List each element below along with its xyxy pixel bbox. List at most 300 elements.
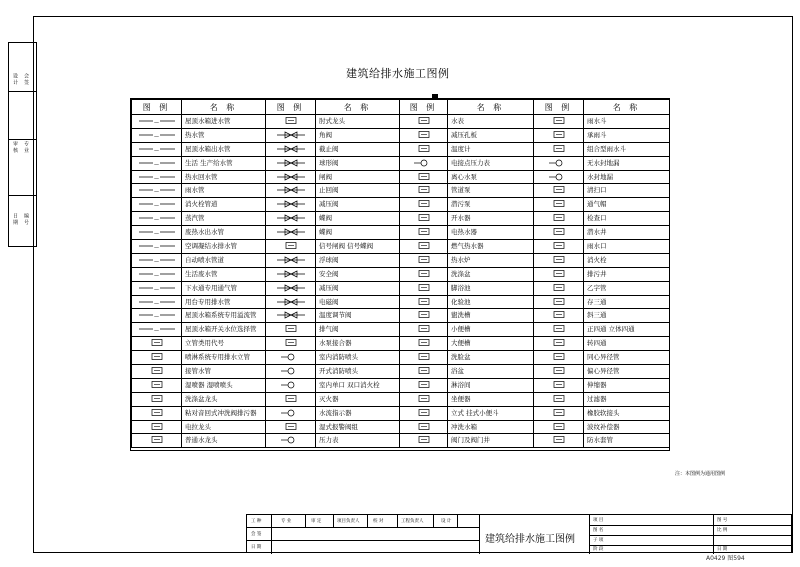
legend-name-cell: 开水器: [448, 212, 534, 226]
legend-row: [132, 420, 670, 434]
legend-name-cell: 离心水泵: [448, 170, 534, 184]
tb-label: 图 名: [593, 528, 604, 533]
tee2-icon: [539, 310, 579, 319]
urinal-icon: [404, 324, 444, 333]
legend-symbol-cell: [534, 170, 584, 184]
legend-row: [132, 226, 670, 240]
legend-symbol-cell: [534, 406, 584, 420]
legend-symbol-cell: [266, 351, 316, 365]
legend-name-cell: 减压阀: [316, 198, 400, 212]
strip-label: 审 核: [12, 141, 18, 153]
legend-name-cell: 波纹补偿器: [584, 420, 670, 434]
legend-name-cell: 闸阀: [316, 170, 400, 184]
tb-label: 专 业: [281, 519, 292, 524]
legend-name-cell: 湿喷器 湿喷喷头: [182, 378, 266, 392]
legend-symbol-cell: [534, 253, 584, 267]
line-z-icon: [137, 255, 177, 264]
legend-symbol-cell: [132, 323, 182, 337]
legend-symbol-cell: [400, 170, 448, 184]
tb-label: 审 定: [311, 519, 322, 524]
legend-name-cell: 淋浴间: [448, 378, 534, 392]
legend-symbol-cell: [266, 365, 316, 379]
svg-text:—: —: [153, 258, 159, 264]
legend-symbol-cell: [132, 212, 182, 226]
fire1-icon: [271, 352, 311, 361]
legend-symbol-cell: [400, 128, 448, 142]
header-symbol: 图 例: [534, 100, 584, 115]
line-w-icon: [137, 213, 177, 222]
hood-icon: [539, 144, 579, 153]
box-icon: [404, 116, 444, 125]
legend-symbol-cell: [534, 434, 584, 448]
valve-butterfly-icon: [271, 213, 311, 222]
trough-icon: [404, 310, 444, 319]
line-yt-icon: [137, 297, 177, 306]
legend-name-cell: 冲洗水箱: [448, 420, 534, 434]
legend-symbol-cell: [400, 323, 448, 337]
legend-name-cell: 蝶阀: [316, 226, 400, 240]
pool-icon: [404, 283, 444, 292]
gauge-icon: [271, 435, 311, 444]
legend-name-cell: 立管类用代号: [182, 337, 266, 351]
legend-symbol-cell: [534, 142, 584, 156]
line-rh-icon: [137, 172, 177, 181]
strip-cell: [9, 91, 36, 140]
legend-row: [132, 253, 670, 267]
sprinkler-icon: [137, 352, 177, 361]
legend-name-cell: 屋顶水箱开关水位选择管: [182, 323, 266, 337]
legend-name-cell: 压力表: [316, 434, 400, 448]
legend-symbol-cell: [132, 434, 182, 448]
alarm2-icon: [271, 422, 311, 431]
legend-name-cell: 潜水井: [584, 226, 670, 240]
legend-name-cell: 接管水管: [182, 365, 266, 379]
valve-ball-icon: [271, 158, 311, 167]
legend-name-cell: 同心异径管: [584, 351, 670, 365]
legend-name-cell: 坐便器: [448, 392, 534, 406]
cross-icon: [539, 324, 579, 333]
legend-symbol-cell: [534, 295, 584, 309]
tb-label: 工 种: [251, 519, 262, 524]
valve-relief-icon: [271, 199, 311, 208]
line-q-icon: [137, 227, 177, 236]
door-icon: [404, 435, 444, 444]
legend-symbol-cell: [266, 323, 316, 337]
legend-symbol-cell: [400, 351, 448, 365]
tb-label: 项目负责人: [337, 519, 360, 524]
hose-icon: [137, 422, 177, 431]
legend-name-cell: 肘式龙头: [316, 115, 400, 129]
legend-name-cell: 化验池: [448, 295, 534, 309]
legend-name-cell: 安全阀: [316, 267, 400, 281]
tank-icon: [404, 422, 444, 431]
legend-name-cell: 管道泵: [448, 184, 534, 198]
legend-name-cell: 蝶阀: [316, 212, 400, 226]
legend-symbol-cell: [534, 240, 584, 254]
svg-text:—: —: [153, 327, 159, 334]
legend-symbol-cell: [266, 142, 316, 156]
legend-name-cell: 减压阀: [316, 281, 400, 295]
drawing-title: 建筑给排水施工图例: [346, 67, 450, 80]
svg-text:—: —: [153, 244, 159, 250]
legend-name-cell: 电磁阀: [316, 295, 400, 309]
legend-grid: [131, 99, 670, 448]
legend-symbol-cell: [132, 281, 182, 295]
line-p-icon: [137, 241, 177, 250]
legend-name-cell: 自动喷水管道: [182, 253, 266, 267]
legend-name-cell: 用台专用排水管: [182, 295, 266, 309]
legend-row: [132, 156, 670, 170]
legend-symbol-cell: [266, 337, 316, 351]
legend-name-cell: 盥洗槽: [448, 309, 534, 323]
legend-name-cell: 截止阀: [316, 142, 400, 156]
soft-icon: [539, 408, 579, 417]
title-block: [246, 514, 792, 553]
legend-name-cell: 粘对音回式冲洗阀排污器: [182, 406, 266, 420]
legend-name-cell: 角阀: [316, 128, 400, 142]
legend-header-row: [132, 100, 670, 115]
legend-symbol-cell: [400, 309, 448, 323]
legend-name-cell: 橡胶软接头: [584, 406, 670, 420]
heater-icon: [404, 227, 444, 236]
tub-icon: [404, 338, 444, 347]
legend-name-cell: 洗脸盆: [448, 351, 534, 365]
legend-symbol-cell: [400, 226, 448, 240]
legend-symbol-cell: [266, 295, 316, 309]
legend-row: [132, 184, 670, 198]
legend-symbol-cell: [400, 240, 448, 254]
legend-symbol-cell: [266, 128, 316, 142]
header-symbol: 图 例: [400, 100, 448, 115]
header-symbol: 图 例: [132, 100, 182, 115]
legend-symbol-cell: [266, 267, 316, 281]
tb-label: 日 期: [717, 547, 728, 552]
legend-row: [132, 351, 670, 365]
valve-stop-icon: [271, 185, 311, 194]
legend-symbol-cell: [534, 392, 584, 406]
legend-name-cell: 下水通专用通气管: [182, 281, 266, 295]
legend-symbol-cell: [132, 156, 182, 170]
valve-gate-icon: [271, 172, 311, 181]
flex-icon: [539, 380, 579, 389]
legend-symbol-cell: [534, 115, 584, 129]
legend-name-cell: 排气阀: [316, 323, 400, 337]
tb-label: 会 签: [251, 532, 262, 537]
legend-name-cell: 伸缩器: [584, 378, 670, 392]
legend-symbol-cell: [400, 198, 448, 212]
legend-name-cell: 乙字管: [584, 281, 670, 295]
legend-symbol-cell: [400, 295, 448, 309]
legend-row: [132, 267, 670, 281]
roof2-icon: [539, 130, 579, 139]
legend-symbol-cell: [266, 309, 316, 323]
svg-text:—: —: [153, 202, 159, 209]
legend-name-cell: 湿式报警阀组: [316, 420, 400, 434]
legend-name-cell: 温度调节阀: [316, 309, 400, 323]
tb-label: 设 计: [441, 519, 452, 524]
legend-symbol-cell: [266, 406, 316, 420]
tb-label: 校 对: [373, 519, 384, 524]
legend-name-cell: 屋顶水箱进水管: [182, 115, 266, 129]
legend-name-cell: 无水封地漏: [584, 156, 670, 170]
tb-label: 工程负责人: [401, 519, 424, 524]
legend-symbol-cell: [132, 170, 182, 184]
legend-name-cell: 止回阀: [316, 184, 400, 198]
check-icon: [539, 213, 579, 222]
sprinkler2-icon: [137, 366, 177, 375]
ext-icon: [271, 394, 311, 403]
pit-icon: [539, 269, 579, 278]
press-icon: [271, 283, 311, 292]
legend-symbol-cell: [400, 281, 448, 295]
legend-name-cell: 偏心异径管: [584, 365, 670, 379]
legend-symbol-cell: [534, 420, 584, 434]
trap-icon: [539, 283, 579, 292]
legend-name-cell: 屋顶水箱系统专用溢流管: [182, 309, 266, 323]
legend-symbol-cell: [266, 434, 316, 448]
legend-symbol-cell: [132, 253, 182, 267]
wash-icon: [404, 352, 444, 361]
legend-row: [132, 281, 670, 295]
line-d-icon: [137, 310, 177, 319]
heater2-icon: [404, 255, 444, 264]
legend-row: [132, 240, 670, 254]
legend-symbol-cell: [266, 281, 316, 295]
legend-name-cell: 灭火器: [316, 392, 400, 406]
sleeve-icon: [539, 435, 579, 444]
legend-name-cell: 洗涤盆: [448, 267, 534, 281]
fire3-icon: [271, 380, 311, 389]
legend-name-cell: 球形阀: [316, 156, 400, 170]
line-s-icon: [137, 158, 177, 167]
valve-plug-icon: [271, 227, 311, 236]
legend-symbol-cell: [534, 184, 584, 198]
legend-name-cell: 斜三通: [584, 309, 670, 323]
legend-name-cell: 废热水出水管: [182, 226, 266, 240]
line-j-icon: [137, 116, 177, 125]
legend-symbol-cell: [266, 212, 316, 226]
float-icon: [271, 255, 311, 264]
gas-icon: [404, 241, 444, 250]
valve-angle-icon: [271, 130, 311, 139]
legend-name-cell: 转四通: [584, 337, 670, 351]
legend-symbol-cell: [400, 392, 448, 406]
tap-icon: [137, 435, 177, 444]
vent-icon: [539, 199, 579, 208]
svg-text:—: —: [153, 147, 159, 153]
line-x-icon: [137, 199, 177, 208]
header-name: 名 称: [584, 100, 670, 115]
legend-symbol-cell: [132, 142, 182, 156]
legend-symbol-cell: [400, 253, 448, 267]
legend-symbol-cell: [534, 378, 584, 392]
pump3-icon: [404, 185, 444, 194]
legend-name-cell: 空调凝结水排水管: [182, 240, 266, 254]
legend-name-cell: 水封地漏: [584, 170, 670, 184]
legend-symbol-cell: [266, 156, 316, 170]
legend-row: [132, 115, 670, 129]
electro-icon: [271, 297, 311, 306]
legend-row: [132, 142, 670, 156]
legend-symbol-cell: [132, 351, 182, 365]
svg-text:—: —: [153, 216, 159, 223]
clean-icon: [539, 185, 579, 194]
strip-label: 专 业: [23, 141, 29, 153]
shower-icon: [404, 380, 444, 389]
pg-icon: [404, 158, 444, 167]
tb-label: 日 期: [251, 545, 262, 550]
toilet-icon: [404, 394, 444, 403]
legend-name-cell: 浴盆: [448, 365, 534, 379]
legend-name-cell: 清扫口: [584, 184, 670, 198]
sump-icon: [539, 227, 579, 236]
legend-symbol-cell: [400, 434, 448, 448]
water-icon: [404, 213, 444, 222]
fire2-icon: [271, 366, 311, 375]
legend-name-cell: 电热水器: [448, 226, 534, 240]
roof-icon: [539, 116, 579, 125]
bath-icon: [137, 394, 177, 403]
tb-label: 阶 段: [593, 547, 604, 552]
header-name: 名 称: [182, 100, 266, 115]
legend-name-cell: 组合型雨水斗: [584, 142, 670, 156]
urinal2-icon: [404, 408, 444, 417]
legend-name-cell: 正四通 立体四通: [584, 323, 670, 337]
floor-icon: [539, 158, 579, 167]
legend-symbol-cell: [266, 226, 316, 240]
bath2-icon: [404, 366, 444, 375]
legend-symbol-cell: [132, 198, 182, 212]
filter-icon: [539, 394, 579, 403]
pump-icon: [271, 338, 311, 347]
legend-row: [132, 337, 670, 351]
legend-symbol-cell: [534, 198, 584, 212]
legend-symbol-cell: [534, 226, 584, 240]
legend-symbol-cell: [400, 267, 448, 281]
legend-symbol-cell: [534, 267, 584, 281]
legend-name-cell: 室内消防喷头: [316, 351, 400, 365]
tap2-icon: [271, 116, 311, 125]
svg-text:—: —: [153, 133, 159, 139]
bidet-icon: [137, 408, 177, 417]
legend-name-cell: 小便槽: [448, 323, 534, 337]
legend-name-cell: 热水回水管: [182, 170, 266, 184]
svg-text:—: —: [153, 313, 159, 320]
legend-name-cell: 脚浴池: [448, 281, 534, 295]
legend-name-cell: 消火栓管道: [182, 198, 266, 212]
legend-symbol-cell: [132, 406, 182, 420]
legend-name-cell: 通气帽: [584, 198, 670, 212]
legend-symbol-cell: [266, 115, 316, 129]
sheet-code: A0429 图594: [706, 555, 745, 562]
legend-symbol-cell: [400, 365, 448, 379]
legend-symbol-cell: [400, 420, 448, 434]
meter-icon: [539, 422, 579, 431]
legend-symbol-cell: [132, 226, 182, 240]
legend-note: 注：本图例为通用图例: [675, 471, 726, 477]
exhaust-icon: [271, 324, 311, 333]
head-icon: [137, 380, 177, 389]
legend-table: [130, 98, 670, 451]
legend-symbol-cell: [132, 392, 182, 406]
legend-symbol-cell: [400, 156, 448, 170]
legend-name-cell: 大便槽: [448, 337, 534, 351]
pump4-icon: [404, 199, 444, 208]
line-g-icon: [137, 324, 177, 333]
strip-label: 会 签: [23, 73, 29, 85]
legend-name-cell: 检查口: [584, 212, 670, 226]
legend-row: [132, 198, 670, 212]
legend-symbol-cell: [132, 115, 182, 129]
legend-symbol-cell: [400, 378, 448, 392]
legend-row: [132, 434, 670, 448]
legend-name-cell: 屋顶水箱出水管: [182, 142, 266, 156]
svg-text:—: —: [153, 175, 159, 181]
legend-name-cell: 普通水龙头: [182, 434, 266, 448]
legend-symbol-cell: [132, 184, 182, 198]
legend-symbol-cell: [534, 156, 584, 170]
svg-text:—: —: [153, 230, 159, 237]
rain-icon: [539, 241, 579, 250]
legend-symbol-cell: [534, 351, 584, 365]
legend-symbol-cell: [132, 295, 182, 309]
legend-symbol-cell: [266, 184, 316, 198]
thermo-icon: [404, 144, 444, 153]
legend-row: [132, 378, 670, 392]
coupling2-icon: [539, 366, 579, 375]
legend-row: [132, 309, 670, 323]
legend-symbol-cell: [132, 309, 182, 323]
sink-icon: [404, 269, 444, 278]
signal-icon: [271, 241, 311, 250]
legend-name-cell: 立式 挂式小便斗: [448, 406, 534, 420]
floor2-icon: [539, 172, 579, 181]
alarm-icon: [271, 408, 311, 417]
elbow-icon: [539, 338, 579, 347]
svg-text:—: —: [153, 119, 159, 125]
svg-text:—: —: [153, 286, 159, 292]
legend-symbol-cell: [132, 128, 182, 142]
legend-name-cell: 防水套管: [584, 434, 670, 448]
legend-symbol-cell: [400, 212, 448, 226]
legend-name-cell: 雨水口: [584, 240, 670, 254]
legend-symbol-cell: [132, 337, 182, 351]
legend-row: [132, 170, 670, 184]
pipe-rise-icon: [137, 338, 177, 347]
tb-label: 图 号: [717, 518, 728, 523]
legend-name-cell: 喷淋系统专用排水立管: [182, 351, 266, 365]
legend-name-cell: 排污井: [584, 267, 670, 281]
legend-row: [132, 128, 670, 142]
legend-name-cell: 水流指示器: [316, 406, 400, 420]
hydrant-icon: [539, 255, 579, 264]
left-title-strip: [8, 42, 37, 247]
legend-symbol-cell: [132, 420, 182, 434]
legend-row: [132, 406, 670, 420]
line-r-icon: [137, 130, 177, 139]
legend-row: [132, 365, 670, 379]
legend-name-cell: 减压孔板: [448, 128, 534, 142]
svg-text:—: —: [153, 161, 159, 167]
strip-label: 设 计: [12, 73, 18, 85]
tb-label: 项 目: [593, 518, 604, 523]
legend-name-cell: 洗涤盆龙头: [182, 392, 266, 406]
legend-symbol-cell: [266, 420, 316, 434]
valve-check-icon: [271, 144, 311, 153]
legend-name-cell: 潜污泵: [448, 198, 534, 212]
legend-symbol-cell: [534, 281, 584, 295]
legend-symbol-cell: [266, 198, 316, 212]
